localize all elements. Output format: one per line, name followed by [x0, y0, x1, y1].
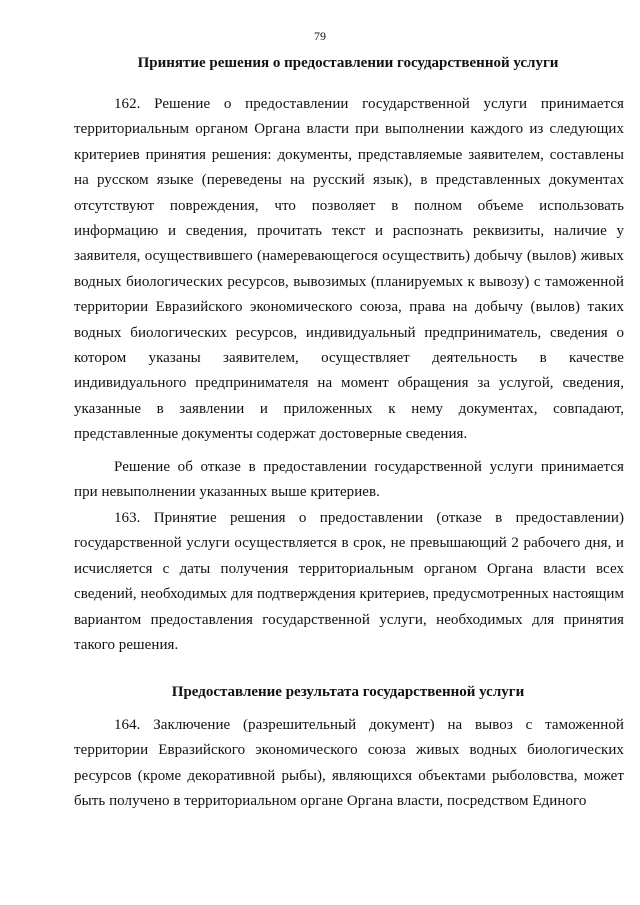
section-heading-decision: Принятие решения о предоставлении государственной услуги [137, 55, 559, 71]
paragraph-162-text: Решение о предоставлении государственной услуги принимается территориальным органом Органа власти при выполнении каждого из следующих критериев принятия решения: документы, представляемые заявителем, составлены на русском языке (переведены на русский язык), в представленных документах отсутствуют повреждения, что позволяет в полном объеме использовать информацию и сведения, прочитать текст и распознать реквизиты, наличие у заявителя, осуществившего (намеревающегося осуществить) добычу (вылов) живых водных биологических ресурсов, вывозимых (планируемых к вывозу) с таможенной территории Евразийского экономического союза, права на добычу (вылов) таких водных биологических ресурсов, индивидуальный предприниматель, сведения о котором указаны заявителем, осуществляет деятельность в качестве индивидуального предпринимателя на момент обращения за услугой, сведения, указанные в заявлении и приложенных к нему документах, совпадают, представленные документы содержат достоверные сведения. [74, 96, 624, 443]
paragraph-163 [74, 506, 624, 658]
paragraph-164-text: Заключение (разрешительный документ) на вывоз с таможенной территории Евразийского экономического союза живых водных биологических ресурсов (кроме декоративной рыбы), являющихся объектами рыболовства, может быть получено в территориальном органе Органа власти, посредством Единого [74, 717, 624, 810]
section-heading-result: Предоставление результата государственной услуги [171, 684, 525, 700]
paragraph-162 [74, 92, 624, 448]
paragraph-number-164: 164. [114, 717, 141, 733]
paragraph-162-refusal [74, 455, 624, 506]
paragraph-163-text: Принятие решения о предоставлении (отказе в предоставлении) государственной услуги осуществляется в срок, не превышающий 2 рабочего дня, и исчисляется с даты получения территориальным органом Органа власти всех сведений, необходимых для подтверждения критериев, предусмотренных настоящим вариантом предоставления государственной услуги, необходимых для принятия такого решения. [74, 510, 624, 654]
paragraph-164 [74, 713, 624, 815]
paragraph-162-refusal-text: Решение об отказе в предоставлении государственной услуги принимается при невыполнении указанных выше критериев. [74, 459, 624, 501]
page-number: 79 [314, 29, 326, 43]
paragraph-number-163: 163. [114, 510, 141, 526]
paragraph-number-162: 162. [114, 96, 141, 112]
